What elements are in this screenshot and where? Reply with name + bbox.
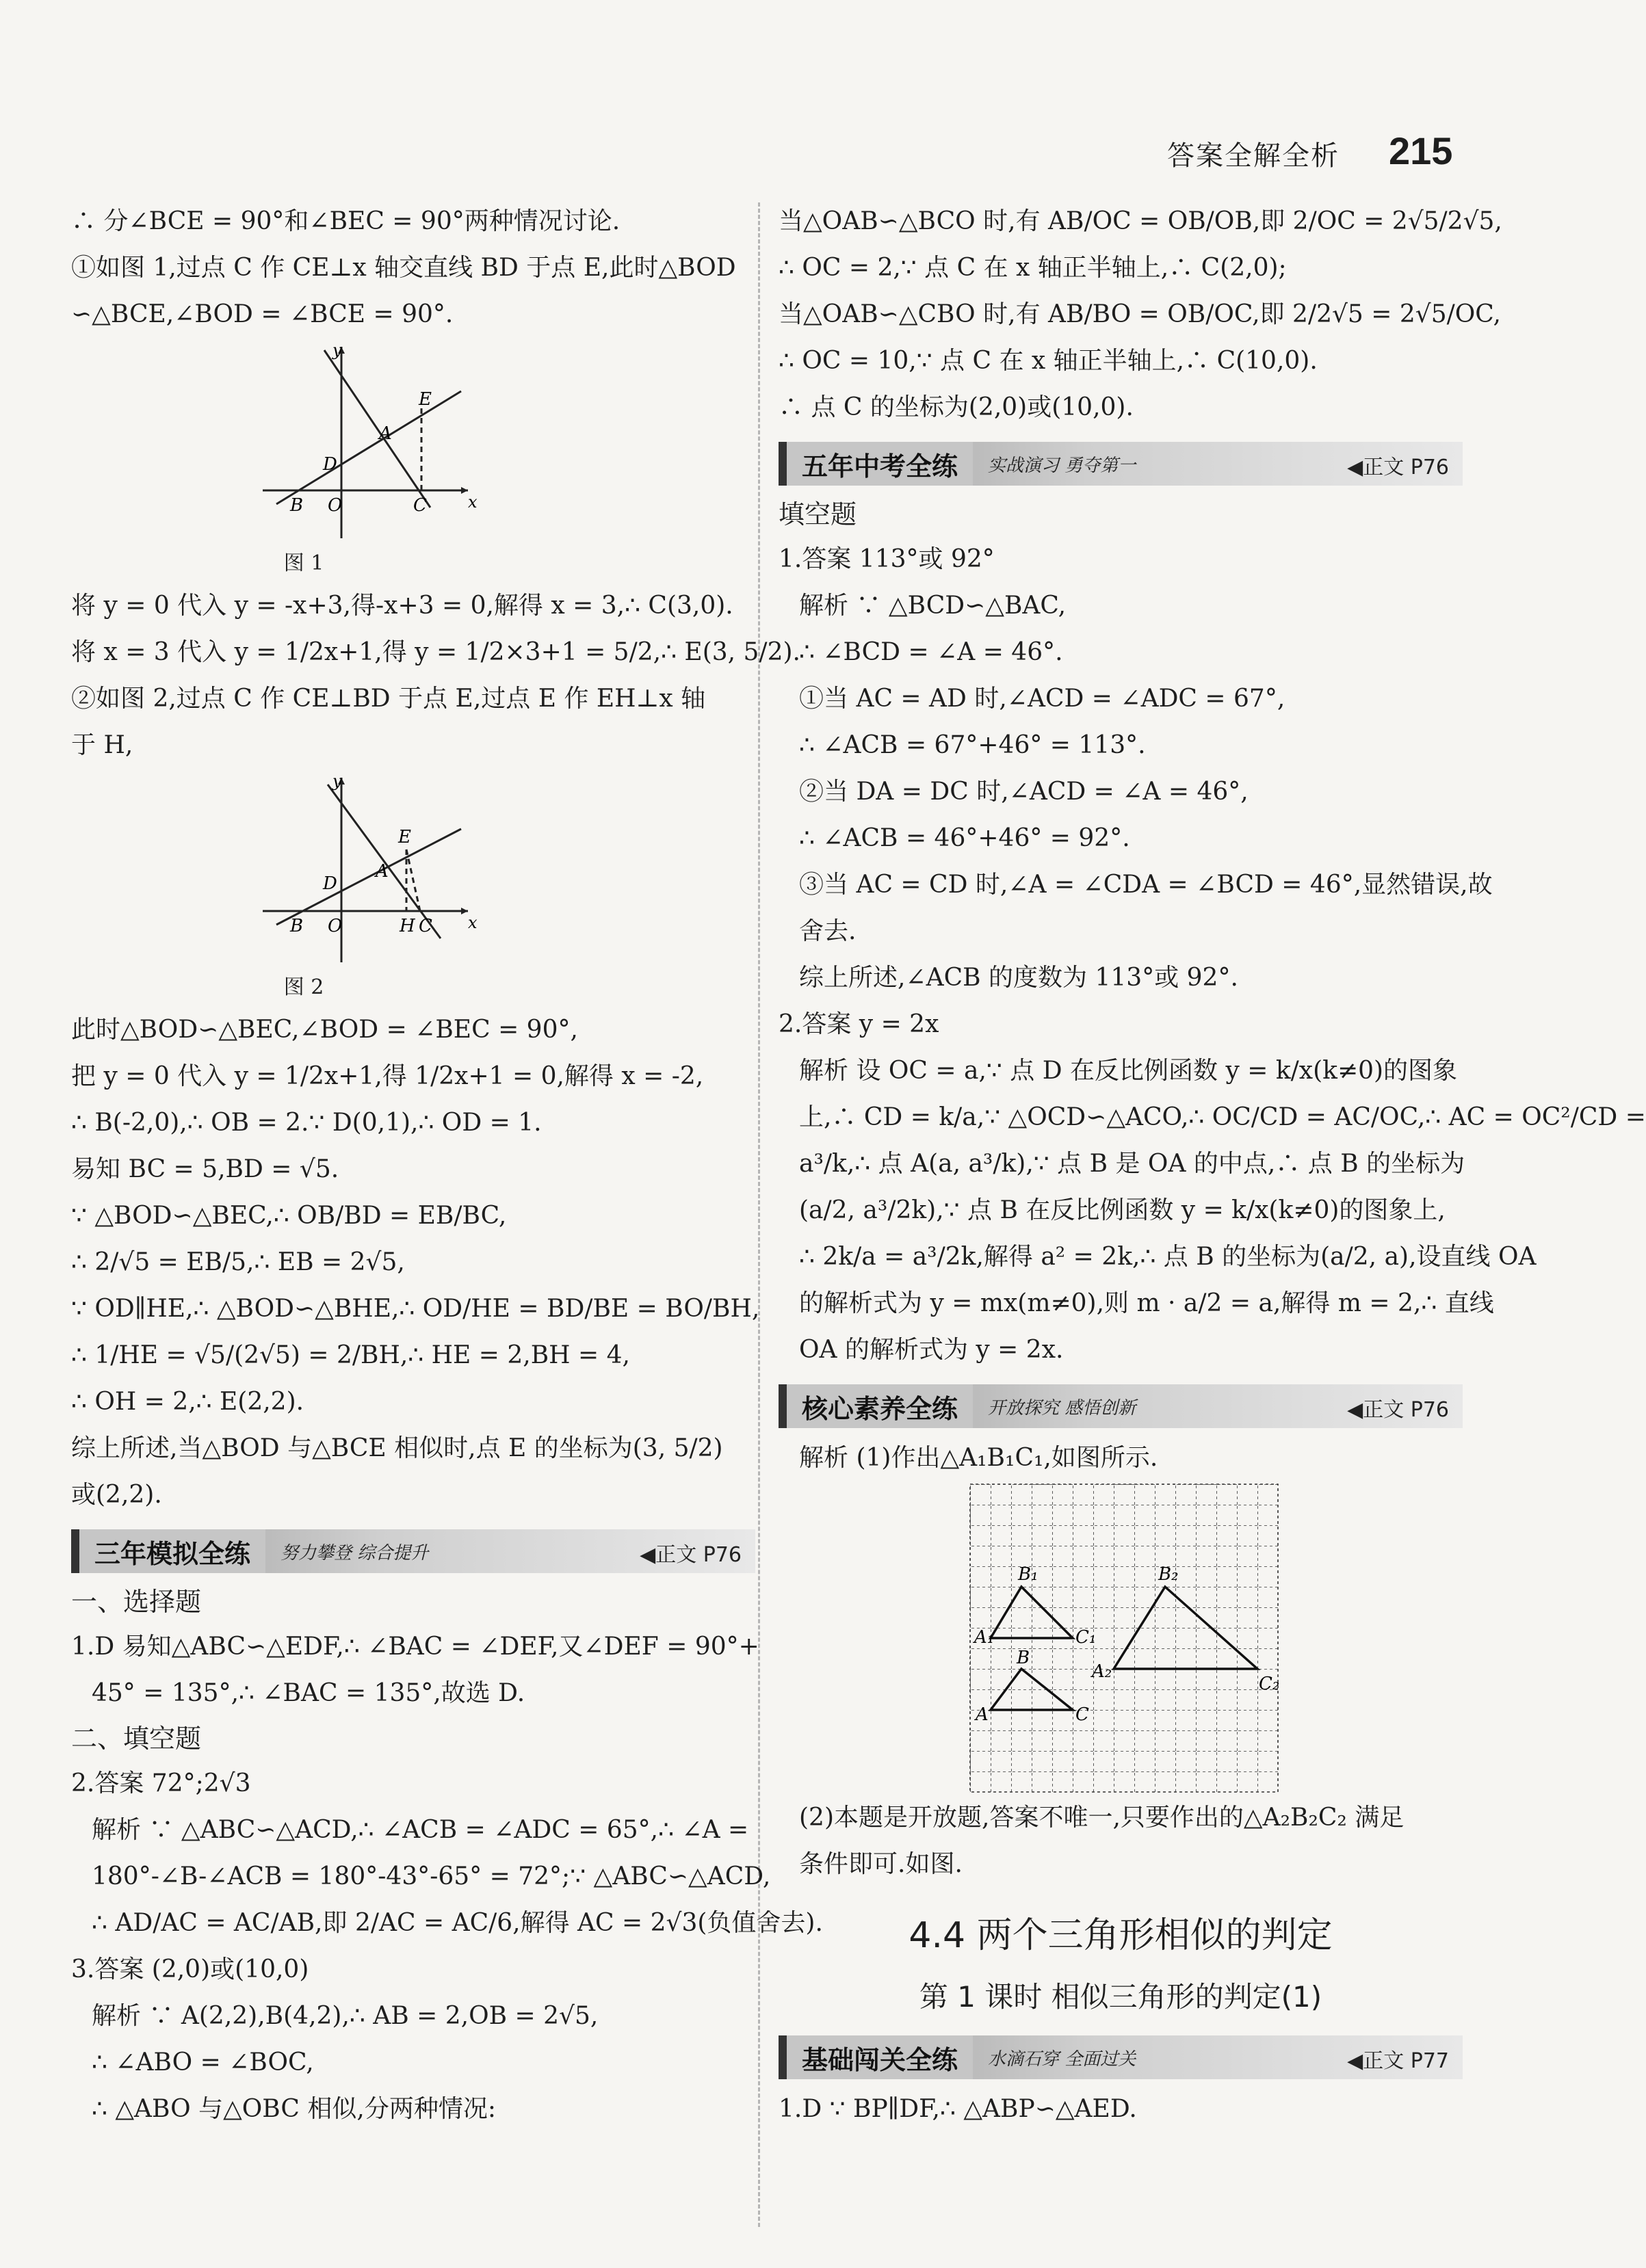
grid-label-c1: C₁ — [1075, 1627, 1097, 1648]
figure-2 — [263, 774, 755, 968]
band-page-ref: ◀正文 P76 — [1347, 456, 1449, 479]
figure-2-diagram — [263, 774, 728, 966]
text-line: ∴ ∠ACB = 46°+46° = 92°. — [799, 824, 1130, 852]
fig2-label-d: D — [323, 873, 337, 894]
grid-diagram — [970, 1484, 1285, 1792]
text-line: OA 的解析式为 y = 2x. — [799, 1336, 1064, 1364]
fig1-label-a: A — [379, 423, 392, 444]
text-line: 2.答案 y = 2x — [779, 1010, 939, 1038]
text-line: ∴ △ABO 与△OBC 相似,分两种情况: — [92, 2095, 496, 2123]
text-line: 当△OAB∽△BCO 时,有 AB/OC = OB/OB,即 2/OC = 2√5/2√5, — [779, 207, 1502, 235]
text-line: (2)本题是开放题,答案不唯一,只要作出的△A₂B₂C₂ 满足 — [799, 1804, 1405, 1832]
text-line: ①如图 1,过点 C 作 CE⊥x 轴交直线 BD 于点 E,此时△BOD — [71, 254, 736, 282]
text-line: 解析 设 OC = a,∵ 点 D 在反比例函数 y = k/x(k≠0)的图象 — [799, 1057, 1458, 1085]
text-line: ∴ ∠BCD = ∠A = 46°. — [799, 638, 1063, 666]
grid-label-b: B — [1017, 1648, 1030, 1668]
text-line: (a/2, a³/2k),∵ 点 B 在反比例函数 y = k/x(k≠0)的图象上, — [799, 1196, 1446, 1224]
text-line: 3.答案 (2,0)或(10,0) — [71, 1955, 309, 1983]
text-line: ∴ ∠ACB = 67°+46° = 113°. — [799, 731, 1146, 759]
section-band-wunian — [779, 442, 1463, 486]
text-line: 综上所述,∠ACB 的度数为 113°或 92°. — [799, 964, 1238, 992]
band-page-ref: ◀正文 P76 — [1347, 1398, 1449, 1422]
fig1-label-y: y — [332, 341, 342, 360]
text-line: 条件即可.如图. — [799, 1850, 963, 1878]
band-subtitle: 水滴石穿 全面过关 — [988, 2048, 1136, 2070]
fig2-label-y: y — [332, 772, 342, 791]
text-line: ∴ 2k/a = a³/2k,解得 a² = 2k,∴ 点 B 的坐标为(a/2, a),设直线 OA — [799, 1243, 1537, 1271]
grid-label-c2: C₂ — [1259, 1674, 1280, 1694]
right-column — [779, 198, 1646, 2133]
fig2-label-o: O — [328, 916, 343, 936]
text-line: ∴ OH = 2,∴ E(2,2). — [71, 1388, 304, 1416]
text-line: 45° = 135°,∴ ∠BAC = 135°,故选 D. — [92, 1679, 525, 1707]
grid-figure — [970, 1484, 1463, 1795]
fig1-label-d: D — [323, 454, 337, 475]
fig1-label-o: O — [328, 495, 343, 516]
text-line: ②当 DA = DC 时,∠ACD = ∠A = 46°, — [799, 778, 1249, 806]
subsection-heading: 一、选择题 — [71, 1587, 202, 1617]
page-header-title: 答案全解全析 — [1167, 140, 1340, 172]
text-line: 解析 (1)作出△A₁B₁C₁,如图所示. — [799, 1444, 1158, 1472]
fig1-label-x: x — [468, 492, 478, 512]
text-line: ③当 AC = CD 时,∠A = ∠CDA = ∠BCD = 46°,显然错误,故 — [799, 871, 1493, 899]
subsection-heading: 填空题 — [779, 499, 857, 529]
section-title: 4.4 两个三角形相似的判定 — [909, 1915, 1333, 1956]
fig1-label-c: C — [413, 495, 427, 516]
text-line: 解析 ∵ △ABC∽△ACD,∴ ∠ACB = ∠ADC = 65°,∴ ∠A = — [92, 1816, 749, 1844]
band-tag: 三年模拟全练 — [71, 1529, 265, 1573]
text-line: ∴ 1/HE = √5/(2√5) = 2/BH,∴ HE = 2,BH = 4, — [71, 1341, 630, 1369]
fig2-label-x: x — [468, 913, 478, 932]
text-line: ∴ 点 C 的坐标为(2,0)或(10,0). — [779, 393, 1134, 421]
grid-label-b2: B₂ — [1158, 1564, 1179, 1585]
text-line: 将 x = 3 代入 y = 1/2x+1,得 y = 1/2×3+1 = 5/2,∴ E(3, 5/2). — [71, 638, 800, 666]
lesson-title: 第 1 课时 相似三角形的判定(1) — [919, 1980, 1322, 2014]
text-line: ∵ △BOD∽△BEC,∴ OB/BD = EB/BC, — [71, 1202, 507, 1230]
page-number: 215 — [1389, 129, 1453, 172]
text-line: 解析 ∵ A(2,2),B(4,2),∴ AB = 2,OB = 2√5, — [92, 2002, 599, 2030]
fig1-label-b: B — [290, 495, 304, 516]
text-line: ∽△BCE,∠BOD = ∠BCE = 90°. — [71, 300, 454, 328]
text-line: 的解析式为 y = mx(m≠0),则 m · a/2 = a,解得 m = 2,∴ 直线 — [799, 1289, 1494, 1317]
band-subtitle: 开放探究 感悟创新 — [988, 1397, 1136, 1419]
text-line: 综上所述,当△BOD 与△BCE 相似时,点 E 的坐标为(3, 5/2) — [71, 1434, 723, 1462]
text-line: ∴ OC = 10,∵ 点 C 在 x 轴正半轴上,∴ C(10,0). — [779, 347, 1318, 375]
text-line: 易知 BC = 5,BD = √5. — [71, 1155, 339, 1183]
text-line: ∴ 2/√5 = EB/5,∴ EB = 2√5, — [71, 1248, 405, 1276]
text-line: 解析 ∵ △BCD∽△BAC, — [799, 592, 1067, 620]
fig2-label-b: B — [290, 916, 304, 936]
section-band-hexin — [779, 1384, 1463, 1428]
text-line: 于 H, — [71, 731, 133, 759]
subsection-heading: 二、填空题 — [71, 1724, 202, 1754]
text-line: ∵ OD∥HE,∴ △BOD∽△BHE,∴ OD/HE = BD/BE = BO/BH, — [71, 1295, 760, 1323]
text-line: 1.D 易知△ABC∽△EDF,∴ ∠BAC = ∠DEF,又∠DEF = 90°+ — [71, 1633, 759, 1661]
band-page-ref: ◀正文 P76 — [640, 1543, 742, 1567]
figure-1 — [263, 343, 755, 544]
grid-label-c: C — [1075, 1704, 1089, 1725]
text-line: ∴ B(-2,0),∴ OB = 2.∵ D(0,1),∴ OD = 1. — [71, 1109, 542, 1137]
section-band-jichu — [779, 2035, 1463, 2079]
figure-1-diagram — [263, 343, 728, 542]
fig2-label-a: A — [376, 861, 389, 882]
text-line: 此时△BOD∽△BEC,∠BOD = ∠BEC = 90°, — [71, 1016, 578, 1044]
text-line: 2.答案 72°;2√3 — [71, 1769, 251, 1797]
text-line: 上,∴ CD = k/a,∵ △OCD∽△ACO,∴ OC/CD = AC/OC,∴ AC = OC²/CD = — [799, 1103, 1646, 1131]
text-line: 将 y = 0 代入 y = -x+3,得-x+3 = 0,解得 x = 3,∴ C(3,0). — [71, 592, 733, 620]
grid-label-a: A — [976, 1704, 989, 1725]
text-line: ①当 AC = AD 时,∠ACD = ∠ADC = 67°, — [799, 685, 1285, 713]
section-band-sannian — [71, 1529, 755, 1573]
grid-label-a2: A₂ — [1092, 1661, 1112, 1682]
fig2-label-c: C — [419, 916, 432, 936]
grid-label-b1: B₁ — [1018, 1564, 1038, 1585]
left-column — [71, 198, 823, 2133]
text-line: a³/k,∴ 点 A(a, a³/k),∵ 点 B 是 OA 的中点,∴ 点 B 的坐标为 — [799, 1150, 1465, 1178]
text-line: ∴ ∠ABO = ∠BOC, — [92, 2048, 314, 2076]
band-page-ref: ◀正文 P77 — [1347, 2049, 1449, 2073]
text-line: 把 y = 0 代入 y = 1/2x+1,得 1/2x+1 = 0,解得 x = -2, — [71, 1062, 704, 1090]
text-line: 180°-∠B-∠ACB = 180°-43°-65° = 72°;∵ △ABC∽△ACD, — [92, 1862, 771, 1890]
grid-label-a1: A₁ — [974, 1627, 995, 1648]
text-line: 1.答案 113°或 92° — [779, 545, 995, 573]
fig1-label-e: E — [419, 389, 432, 410]
figure-2-caption: 图 2 — [283, 975, 324, 999]
band-subtitle: 努力攀登 综合提升 — [280, 1542, 429, 1564]
text-line: 当△OAB∽△CBO 时,有 AB/BO = OB/OC,即 2/2√5 = 2√5/OC, — [779, 300, 1501, 328]
text-line: ∴ 分∠BCE = 90°和∠BEC = 90°两种情况讨论. — [71, 207, 620, 235]
fig2-label-e: E — [398, 827, 411, 847]
text-line: 舍去. — [799, 917, 857, 945]
text-line: 1.D ∵ BP∥DF,∴ △ABP∽△AED. — [779, 2095, 1137, 2123]
figure-1-caption: 图 1 — [283, 551, 324, 575]
band-subtitle: 实战演习 勇夺第一 — [988, 455, 1136, 476]
text-line: ②如图 2,过点 C 作 CE⊥BD 于点 E,过点 E 作 EH⊥x 轴 — [71, 685, 706, 713]
band-tag: 核心素养全练 — [779, 1384, 973, 1428]
band-tag: 五年中考全练 — [779, 442, 973, 486]
band-tag: 基础闯关全练 — [779, 2035, 973, 2079]
text-line: ∴ AD/AC = AC/AB,即 2/AC = AC/6,解得 AC = 2√3(负值舍去). — [92, 1909, 823, 1937]
text-line: ∴ OC = 2,∵ 点 C 在 x 轴正半轴上,∴ C(2,0); — [779, 254, 1287, 282]
text-line: 或(2,2). — [71, 1481, 162, 1509]
fig2-label-h: H — [400, 916, 415, 936]
